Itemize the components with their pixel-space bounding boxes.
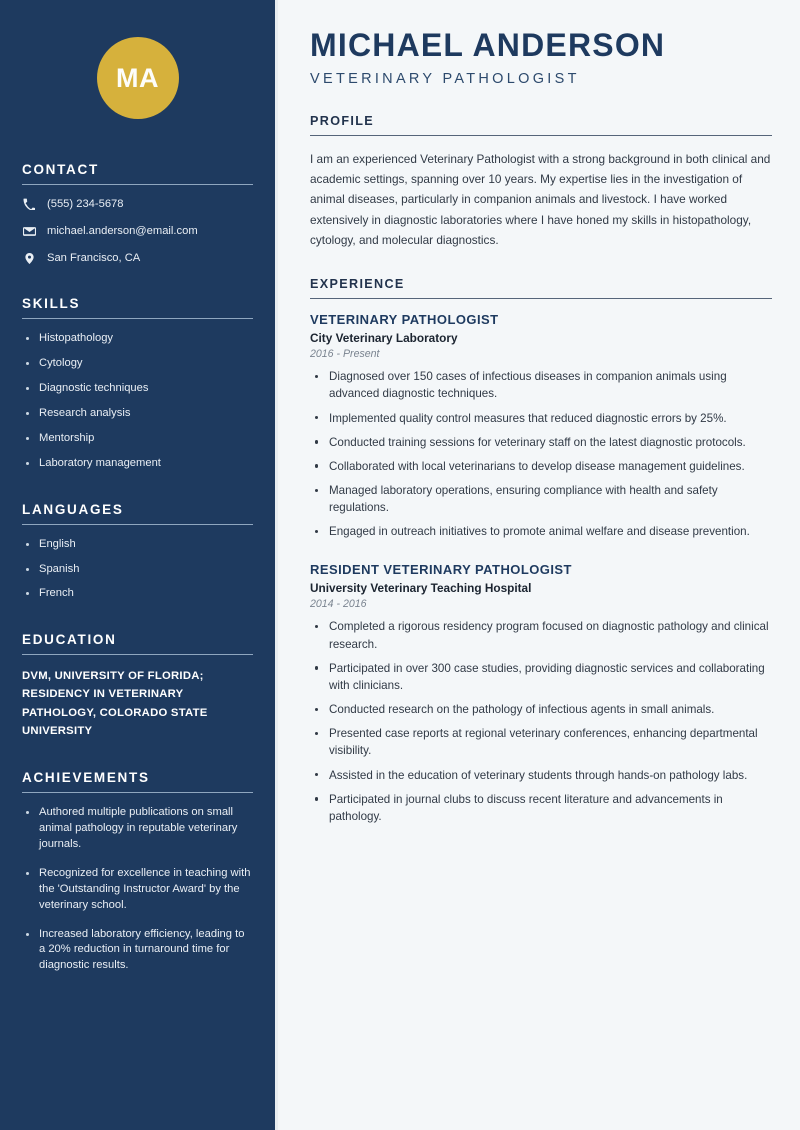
experience-section [310,277,772,825]
contact-list [22,197,253,266]
contact-phone-value: (555) 234-5678 [47,198,124,210]
list-item: Collaborated with local veterinarians to develop disease management guidelines. [310,458,772,475]
contact-location-value: San Francisco, CA [47,252,141,265]
languages-section [22,502,253,602]
contact-item-email[interactable] [22,224,253,239]
skills-heading: SKILLS [22,296,81,312]
list-item: Increased laboratory efficiency, leading to a 20% reduction in turnaround time for diagnostic results. [22,927,253,975]
contact-section [22,162,253,266]
list-item: Assisted in the education of veterinary students through hands-on pathology labs. [310,767,772,784]
list-item: Implemented quality control measures that reduced diagnostic errors by 25%. [310,410,772,427]
list-item: Conducted training sessions for veterinary staff on the latest diagnostic protocols. [310,434,772,451]
job-company: University Veterinary Teaching Hospital [310,581,532,596]
list-item: Presented case reports at regional veterinary conferences, enhancing departmental visibility. [310,725,772,759]
phone-icon [22,197,36,210]
list-item: Research analysis [22,406,253,421]
experience-heading: EXPERIENCE [310,277,405,292]
education-divider [22,654,253,655]
list-item: Cytology [22,356,253,371]
list-item: Laboratory management [22,456,253,471]
list-item: Diagnostic techniques [22,381,253,396]
job-dates: 2014 - 2016 [310,598,367,611]
contact-email-value: michael.anderson@email.com [47,225,198,238]
contact-heading: CONTACT [22,162,99,177]
list-item: Participated in over 300 case studies, providing diagnostic services and collaborating with clinicians. [310,660,772,694]
profile-section [310,114,772,250]
list-item: English [22,537,253,552]
contact-item-phone[interactable] [22,197,253,212]
list-item: Mentorship [22,431,253,446]
list-item: Histopathology [22,331,253,346]
achievements-divider [22,792,253,793]
list-item: French [22,586,253,601]
languages-heading: LANGUAGES [22,501,124,517]
contact-divider [22,184,253,185]
profile-text: I am an experienced Veterinary Pathologist with a strong background in both clinical and academic settings, spanning over 10 years. My expertise lies in the investigation of animal diseases, particularly in companion animals and livestock. I have worked extensively in diagnostic laboratories where I have honed my skills in histopathology, cytology, and molecular diagnostics. [310,151,771,247]
skills-list [22,331,253,471]
list-item: Engaged in outreach initiatives to promote animal welfare and disease prevention. [310,523,772,540]
languages-divider [22,524,253,525]
experience-entry [310,312,772,540]
list-item: Authored multiple publications on small animal pathology in reputable veterinary journals. [22,805,253,853]
achievements-heading: ACHIEVEMENTS [22,770,150,786]
map-pin-icon [22,251,36,265]
profile-heading: PROFILE [310,113,375,128]
job-title: RESIDENT VETERINARY PATHOLOGIST [310,562,572,578]
job-bullet-list [310,368,772,540]
list-item: Conducted research on the pathology of infectious agents in small animals. [310,701,772,718]
list-item: Spanish [22,562,253,577]
experience-entry [310,562,772,825]
job-bullet-list [310,618,772,825]
experience-divider [310,298,772,299]
list-item: Diagnosed over 150 cases of infectious diseases in companion animals using advanced diagnostic techniques. [310,368,772,402]
envelope-icon [22,224,36,238]
skills-section [22,296,253,471]
sidebar [0,0,278,1130]
list-item: Managed laboratory operations, ensuring compliance with health and safety regulations. [310,482,772,516]
education-section [22,632,253,740]
list-item: Participated in journal clubs to discuss recent literature and advancements in pathology. [310,791,772,825]
main-column [278,0,800,1130]
page-title: MICHAEL ANDERSON [310,27,666,63]
profile-divider [310,135,772,136]
achievements-section [22,770,253,974]
list-item: Recognized for excellence in teaching with the 'Outstanding Instructor Award' by the veterinary school. [22,866,253,914]
education-heading: EDUCATION [22,631,117,647]
achievements-list [22,805,253,974]
languages-list [22,537,253,602]
job-dates: 2016 - Present [310,348,380,361]
education-entry: DVM, UNIVERSITY OF FLORIDA; RESIDENCY IN VETERINARY PATHOLOGY, COLORADO STATE UNIVERSITY [22,669,208,737]
avatar: MA [97,37,179,119]
list-item: Completed a rigorous residency program focused on diagnostic pathology and clinical research. [310,618,772,652]
avatar-container [22,0,253,119]
professional-title: VETERINARY PATHOLOGIST [310,70,580,87]
job-company: City Veterinary Laboratory [310,331,458,346]
job-title: VETERINARY PATHOLOGIST [310,312,499,328]
skills-divider [22,318,253,319]
contact-item-location[interactable] [22,251,253,266]
